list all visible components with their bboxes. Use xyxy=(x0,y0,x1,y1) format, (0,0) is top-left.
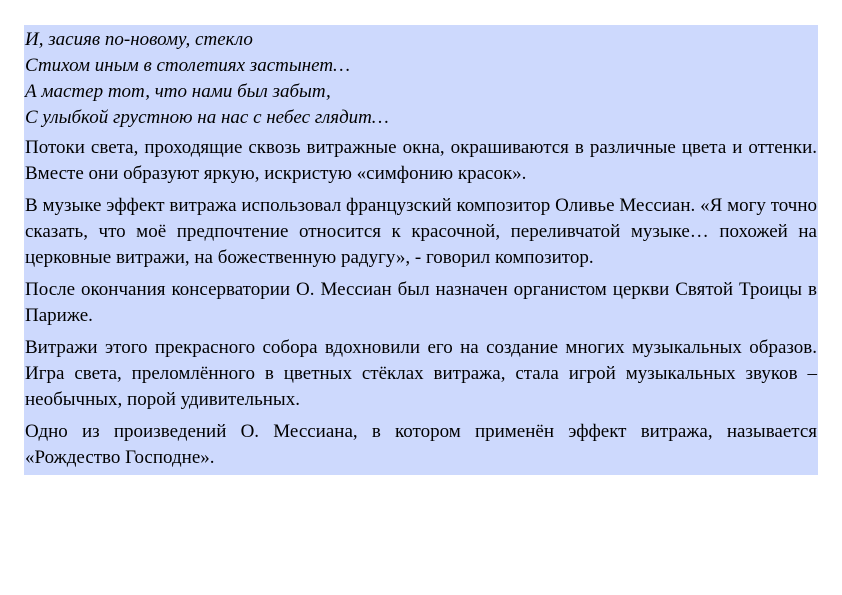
paragraph-inspiration: Витражи этого прекрасного собора вдохновили его на создание многих музыкальных образов. Игра света, преломлённого в цветных стёклах витража, стала игрой музыкальных звуков – необычных, порой удивительных. xyxy=(25,337,817,410)
paragraph-nativity: Одно из произведений О. Мессиана, в котором применён эффект витража, называется «Рождество Господне». xyxy=(25,421,817,468)
paragraph-light-colors: Потоки света, проходящие сквозь витражные окна, окрашиваются в различные цвета и оттенки. Вместе они образуют яркую, искристую «симфонию красок». xyxy=(25,137,817,184)
poem-line: А мастер тот, что нами был забыт, xyxy=(25,81,331,102)
poem-line: Стихом иным в столетиях застынет… xyxy=(25,55,350,76)
poem-line: И, засияв по-новому, стекло xyxy=(25,29,253,50)
poem-line: С улыбкой грустною на нас с небес глядит… xyxy=(25,107,389,128)
poem-epigraph xyxy=(25,27,817,131)
paragraph-organist: После окончания консерватории О. Мессиан был назначен органистом церкви Святой Троицы в Париже. xyxy=(25,279,817,326)
paragraph-messiaen-quote: В музыке эффект витража использовал французский композитор Оливье Мессиан. «Я могу точно сказать, что моё предпочтение относится к красочной, переливчатой музыке… похожей на церковные витражи, на божественную радугу», - говорил композитор. xyxy=(25,195,817,268)
text-block xyxy=(24,25,818,475)
